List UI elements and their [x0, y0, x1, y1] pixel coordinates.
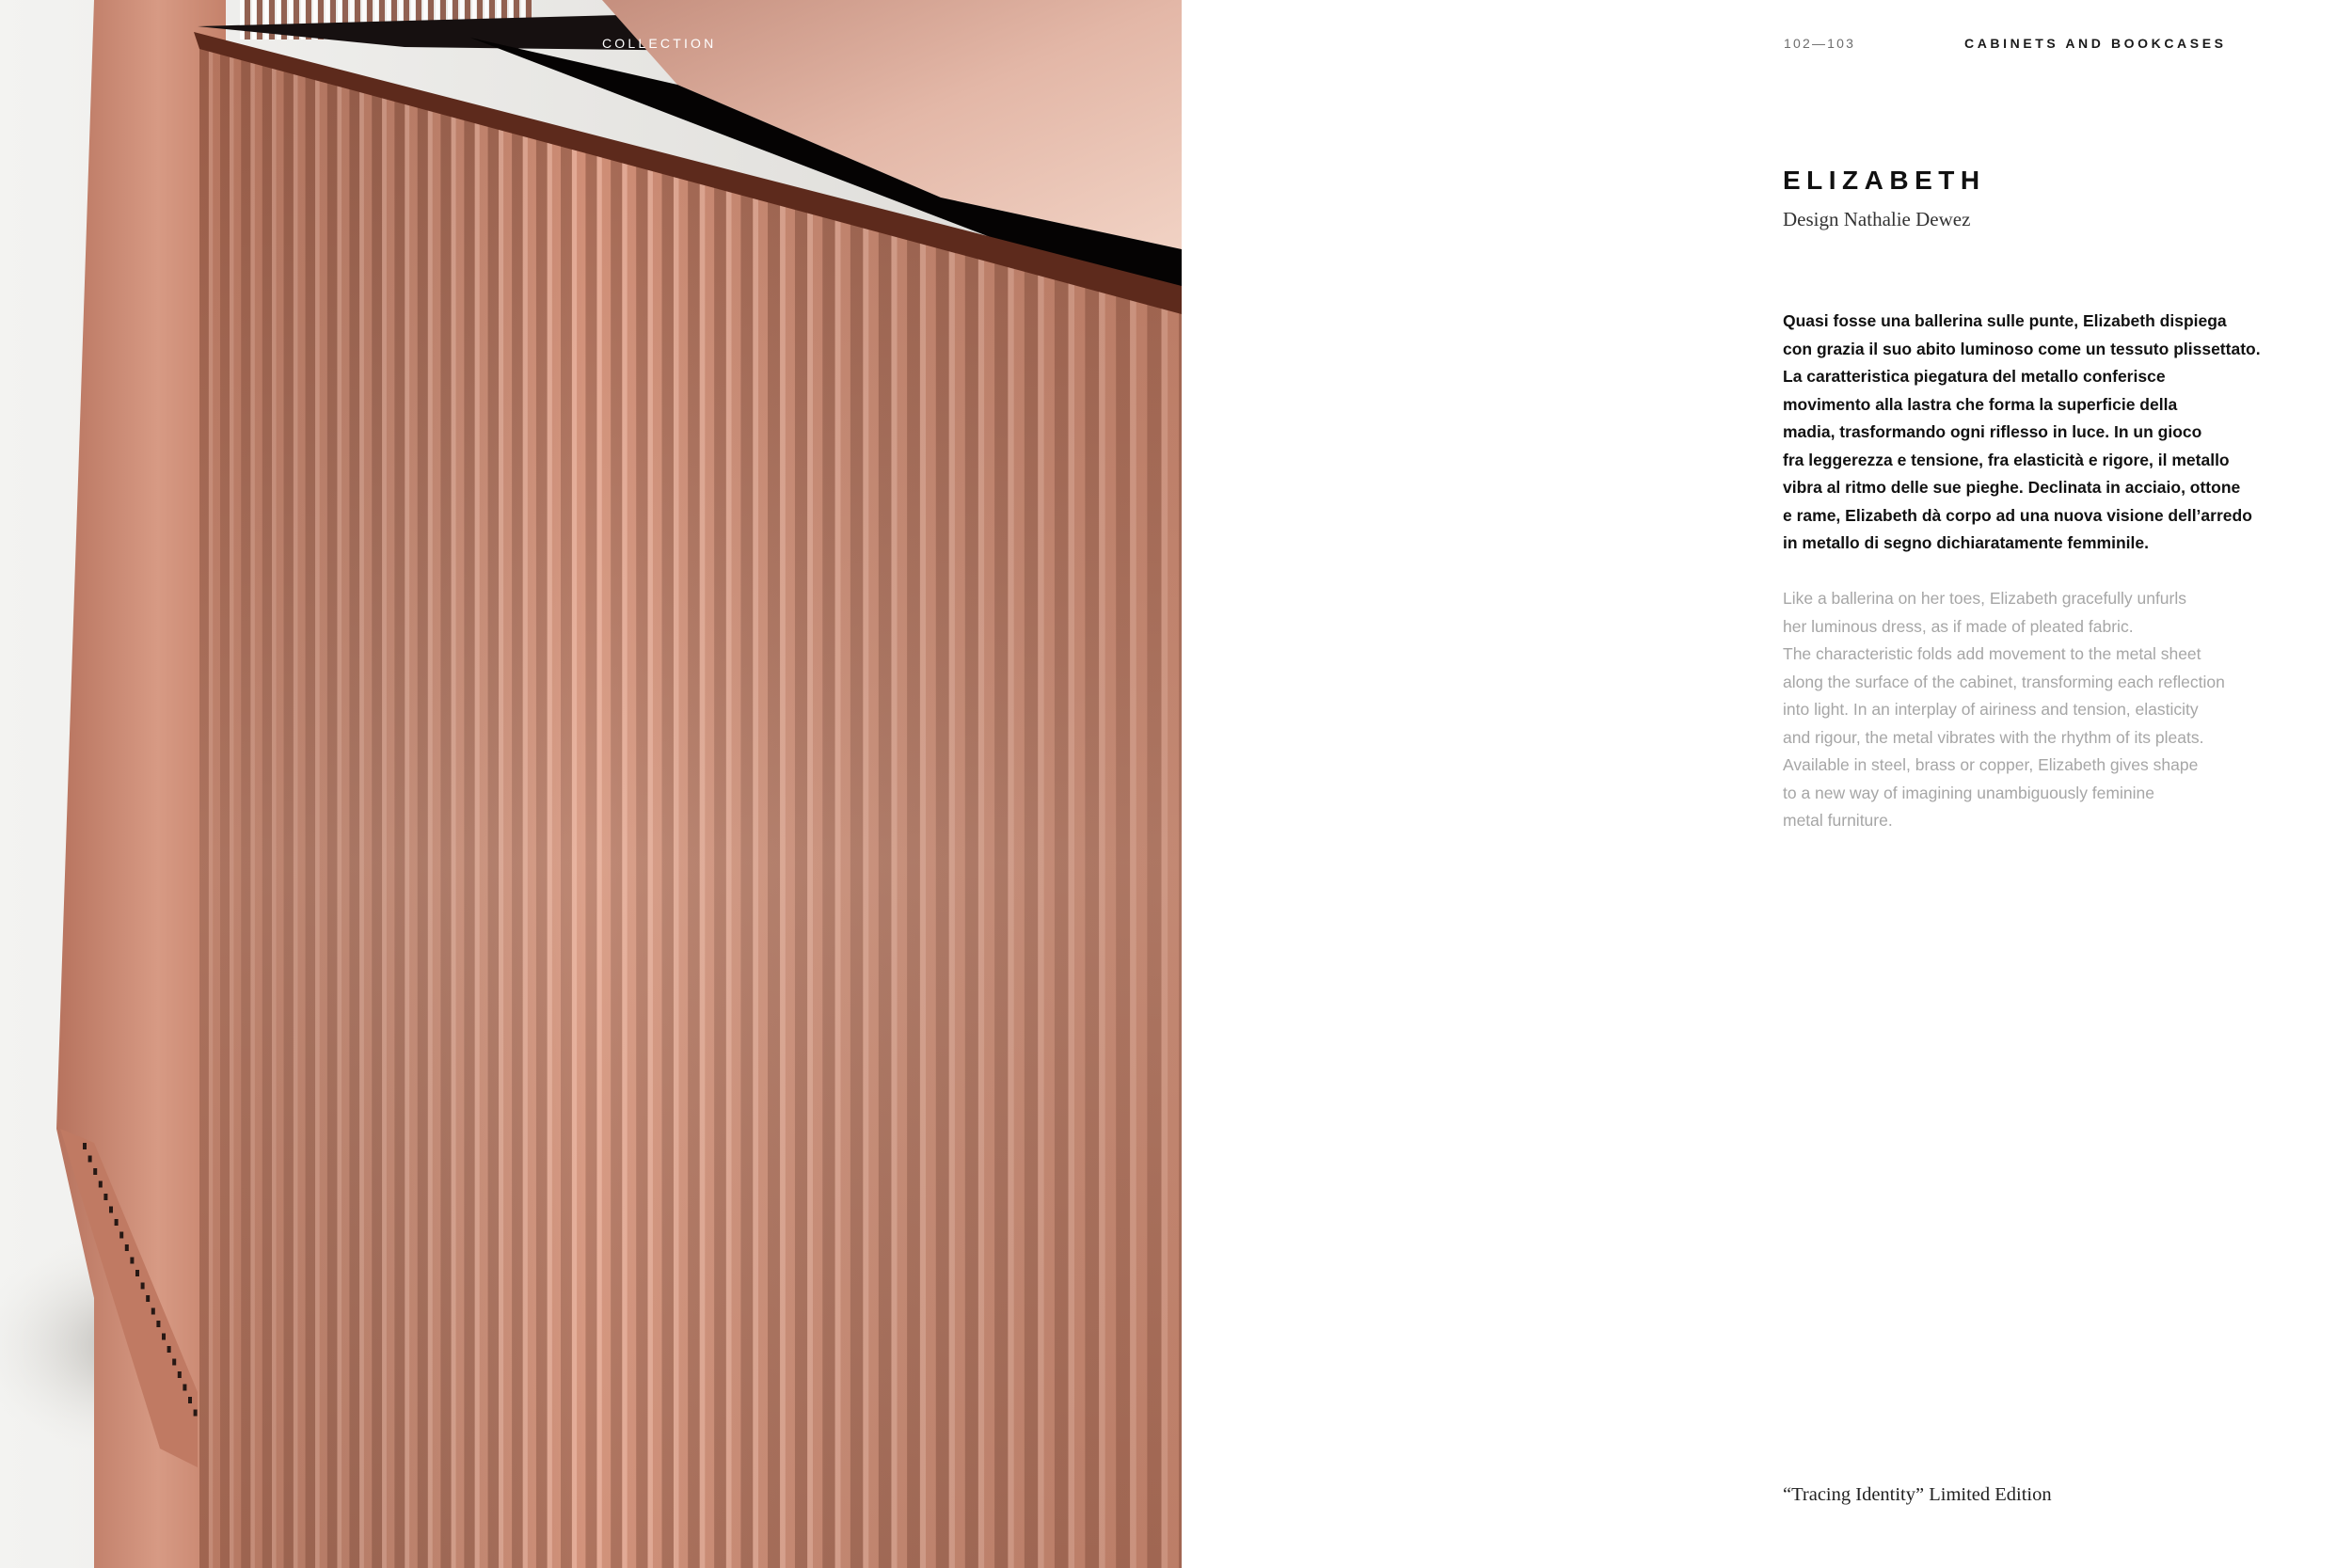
description-line: along the surface of the cabinet, transforming each reflection	[1783, 672, 2225, 691]
product-title: ELIZABETH	[1783, 166, 1986, 195]
description-line: to a new way of imagining unambiguously feminine	[1783, 783, 2154, 802]
description-line: movimento alla lastra che forma la superficie della	[1783, 394, 2178, 414]
description-english	[1783, 585, 2310, 835]
description-line: La caratteristica piegatura del metallo conferisce	[1783, 367, 2166, 386]
description-line: her luminous dress, as if made of pleated fabric.	[1783, 616, 2134, 636]
description-line: madia, trasformando ogni riflesso in luce. In un gioco	[1783, 422, 2202, 441]
description-line: Available in steel, brass or copper, Elizabeth gives shape	[1783, 755, 2199, 774]
description-line: into light. In an interplay of airiness and tension, elasticity	[1783, 700, 2199, 719]
description-line: fra leggerezza e tensione, fra elasticità e rigore, il metallo	[1783, 450, 2230, 469]
description-line: metal furniture.	[1783, 811, 1893, 830]
description-line: con grazia il suo abito luminoso come un tessuto plissettato.	[1783, 339, 2261, 358]
description-line: in metallo di segno dichiaratamente femminile.	[1783, 533, 2149, 552]
page-number: 102—103	[1784, 36, 1856, 51]
designer-credit: Design Nathalie Dewez	[1783, 208, 1971, 230]
description-line: e rame, Elizabeth dà corpo ad una nuova visione dell’arredo	[1783, 505, 2252, 525]
description-line: The characteristic folds add movement to the metal sheet	[1783, 644, 2201, 663]
description-line: vibra al ritmo delle sue pieghe. Declinata in acciaio, ottone	[1783, 478, 2241, 497]
section-title: CABINETS AND BOOKCASES	[1964, 36, 2227, 51]
description-line: Like a ballerina on her toes, Elizabeth gracefully unfurls	[1783, 589, 2186, 608]
description-line: and rigour, the metal vibrates with the rhythm of its pleats.	[1783, 727, 2204, 747]
collection-label: COLLECTION	[602, 36, 717, 51]
edition-note: “Tracing Identity” Limited Edition	[1783, 1484, 2052, 1505]
description-line: Quasi fosse una ballerina sulle punte, Elizabeth dispiega	[1783, 311, 2227, 330]
description-italian	[1783, 308, 2310, 558]
